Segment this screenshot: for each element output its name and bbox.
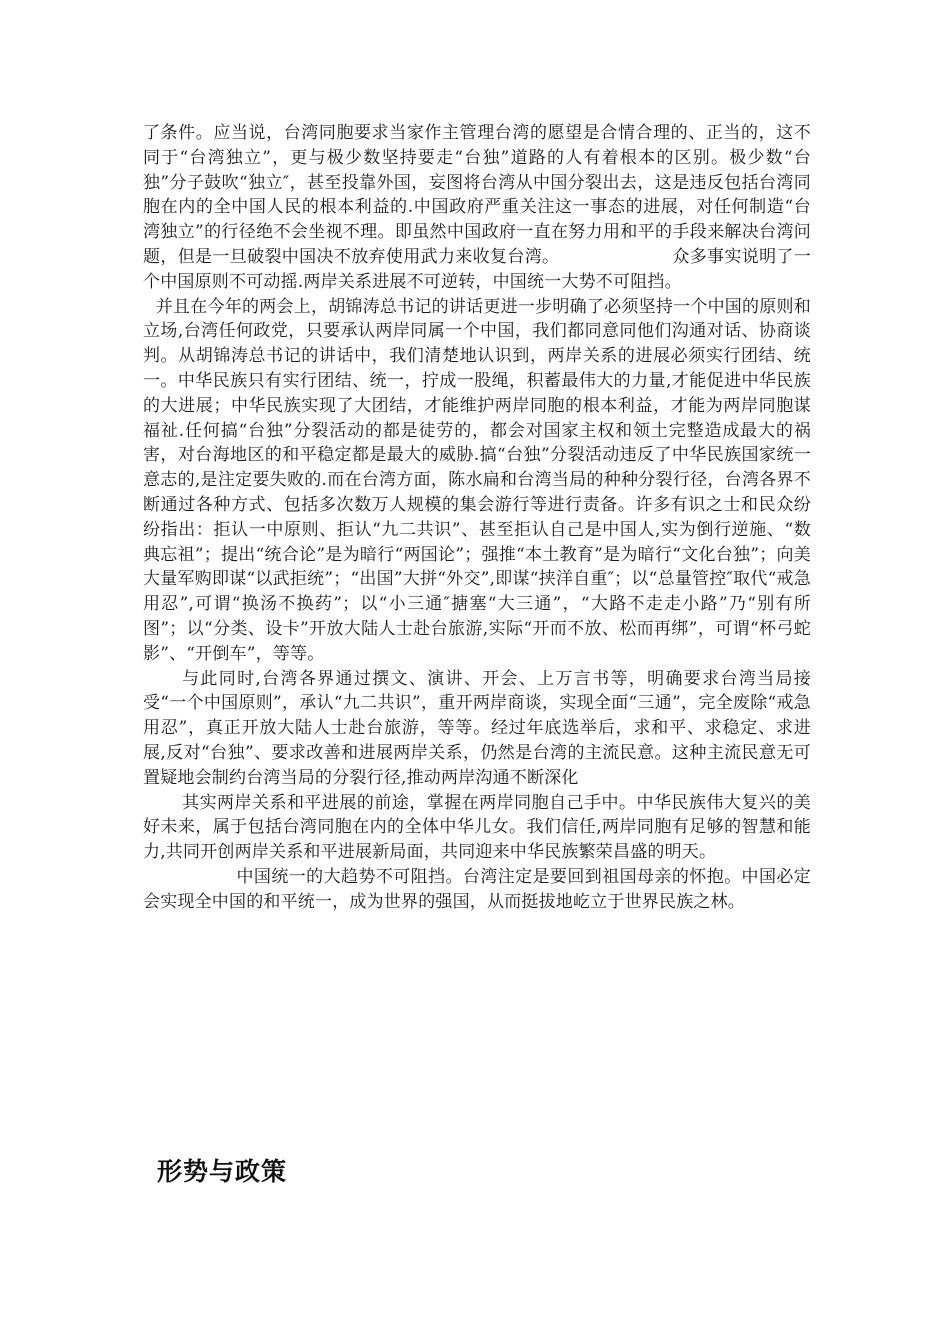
paragraph-two-sessions-speech: 并且在今年的两会上，胡锦涛总书记的讲话更进一步明确了必须坚持一个中国的原则和立场,台湾任何政党，只要承认两岸同属一个中国，我们都同意同他们沟通对话、协商谈判。从胡锦涛总书记的讲话中，我们清楚地认识到，两岸关系的进展必须实行团结、统一。中华民族只有实行团结、统一，拧成一股绳，积蓄最伟大的力量,才能促进中华民族的大进展；中华民族实现了大团结，才能维护两岸同胞的根本利益，才能为两岸同胞谋福祉.任何搞“台独”分裂活动的都是徒劳的，都会对国家主权和领土完整造成最大的祸害，对台海地区的和平稳定都是最大的威胁.搞“台独”分裂活动违反了中华民族国家统一意志的,是注定要失败的.而在台湾方面，陈水扁和台湾当局的种种分裂行径，台湾各界不断通过各种方式、包括多次数万人规模的集会游行等进行责备。许多有识之士和民众纷纷指出：拒认一中原则、拒认“九二共识”、甚至拒认自己是中国人,实为倒行逆施、“数典忘祖”；提出“统合论”是为暗行“两国论”；强推“本土教育”是为暗行“文化台独”；向美大量军购即谋“以武拒统”；“出国”大拼“外交”,即谋“挟洋自重″；以“总量管控″取代“戒急用忍”,可谓“换汤不换药”；以“小三通″搪塞“大三通”，“大路不走走小路”乃“别有所图”；以“分类、设卡”开放大陆人士赴台旅游,实际“开而不放、松而再绑”，可谓“杯弓蛇影”、“开倒车”，等等。 <box>143 296 811 664</box>
paragraph-taiwan-independence: 了条件。应当说，台湾同胞要求当家作主管理台湾的愿望是合情合理的、正当的，这不同于“台湾独立”，更与极少数坚持要走“台独”道路的人有着根本的区别。极少数“台独”分子鼓吹“独立″，甚至投靠外国，妄图将台湾从中国分裂出去，这是违反包括台湾同胞在内的全中国人民的根本利益的.中国政府严重关注这一事态的进展，对任何制造“台湾独立”的行径绝不会坐视不理。即虽然中国政府一直在努力用和平的手段来解决台湾问题，但是一旦破裂中国决不放弃使用武力来收复台湾。 众多事实说明了一个中国原则不可动摇.两岸关系进展不可逆转，中国统一大势不可阻挡。 <box>143 123 811 292</box>
paragraph-future-of-relations: 其实两岸关系和平进展的前途，掌握在两岸同胞自己手中。中华民族伟大复兴的美好未来，属于包括台湾同胞在内的全体中华儿女。我们信任,两岸同胞有足够的智慧和能力,共同开创两岸关系和平进展新局面，共同迎来中华民族繁荣昌盛的明天。 <box>143 792 811 863</box>
section-title: 形势与政策 <box>157 1157 288 1186</box>
paragraph-conclusion: 中国统一的大趋势不可阻挡。台湾注定是要回到祖国母亲的怀抱。中国必定会实现全中国的和平统一，成为世界的强国，从而挺拔地屹立于世界民族之林。 <box>143 866 811 912</box>
paragraph-meanwhile: 与此同时,台湾各界通过撰文、演讲、开会、上万言书等，明确要求台湾当局接受“一个中国原则”，承认“九二共识”，重开两岸商谈，实现全面“三通”，完全废除“戒急用忍”，真正开放大陆人士赴台旅游，等等。经过年底选举后，求和平、求稳定、求进展,反对“台独”、要求改善和进展两岸关系，仍然是台湾的主流民意。这种主流民意无可置疑地会制约台湾当局的分裂行径,推动两岸沟通不断深化 <box>143 668 811 788</box>
document-body <box>143 121 811 915</box>
